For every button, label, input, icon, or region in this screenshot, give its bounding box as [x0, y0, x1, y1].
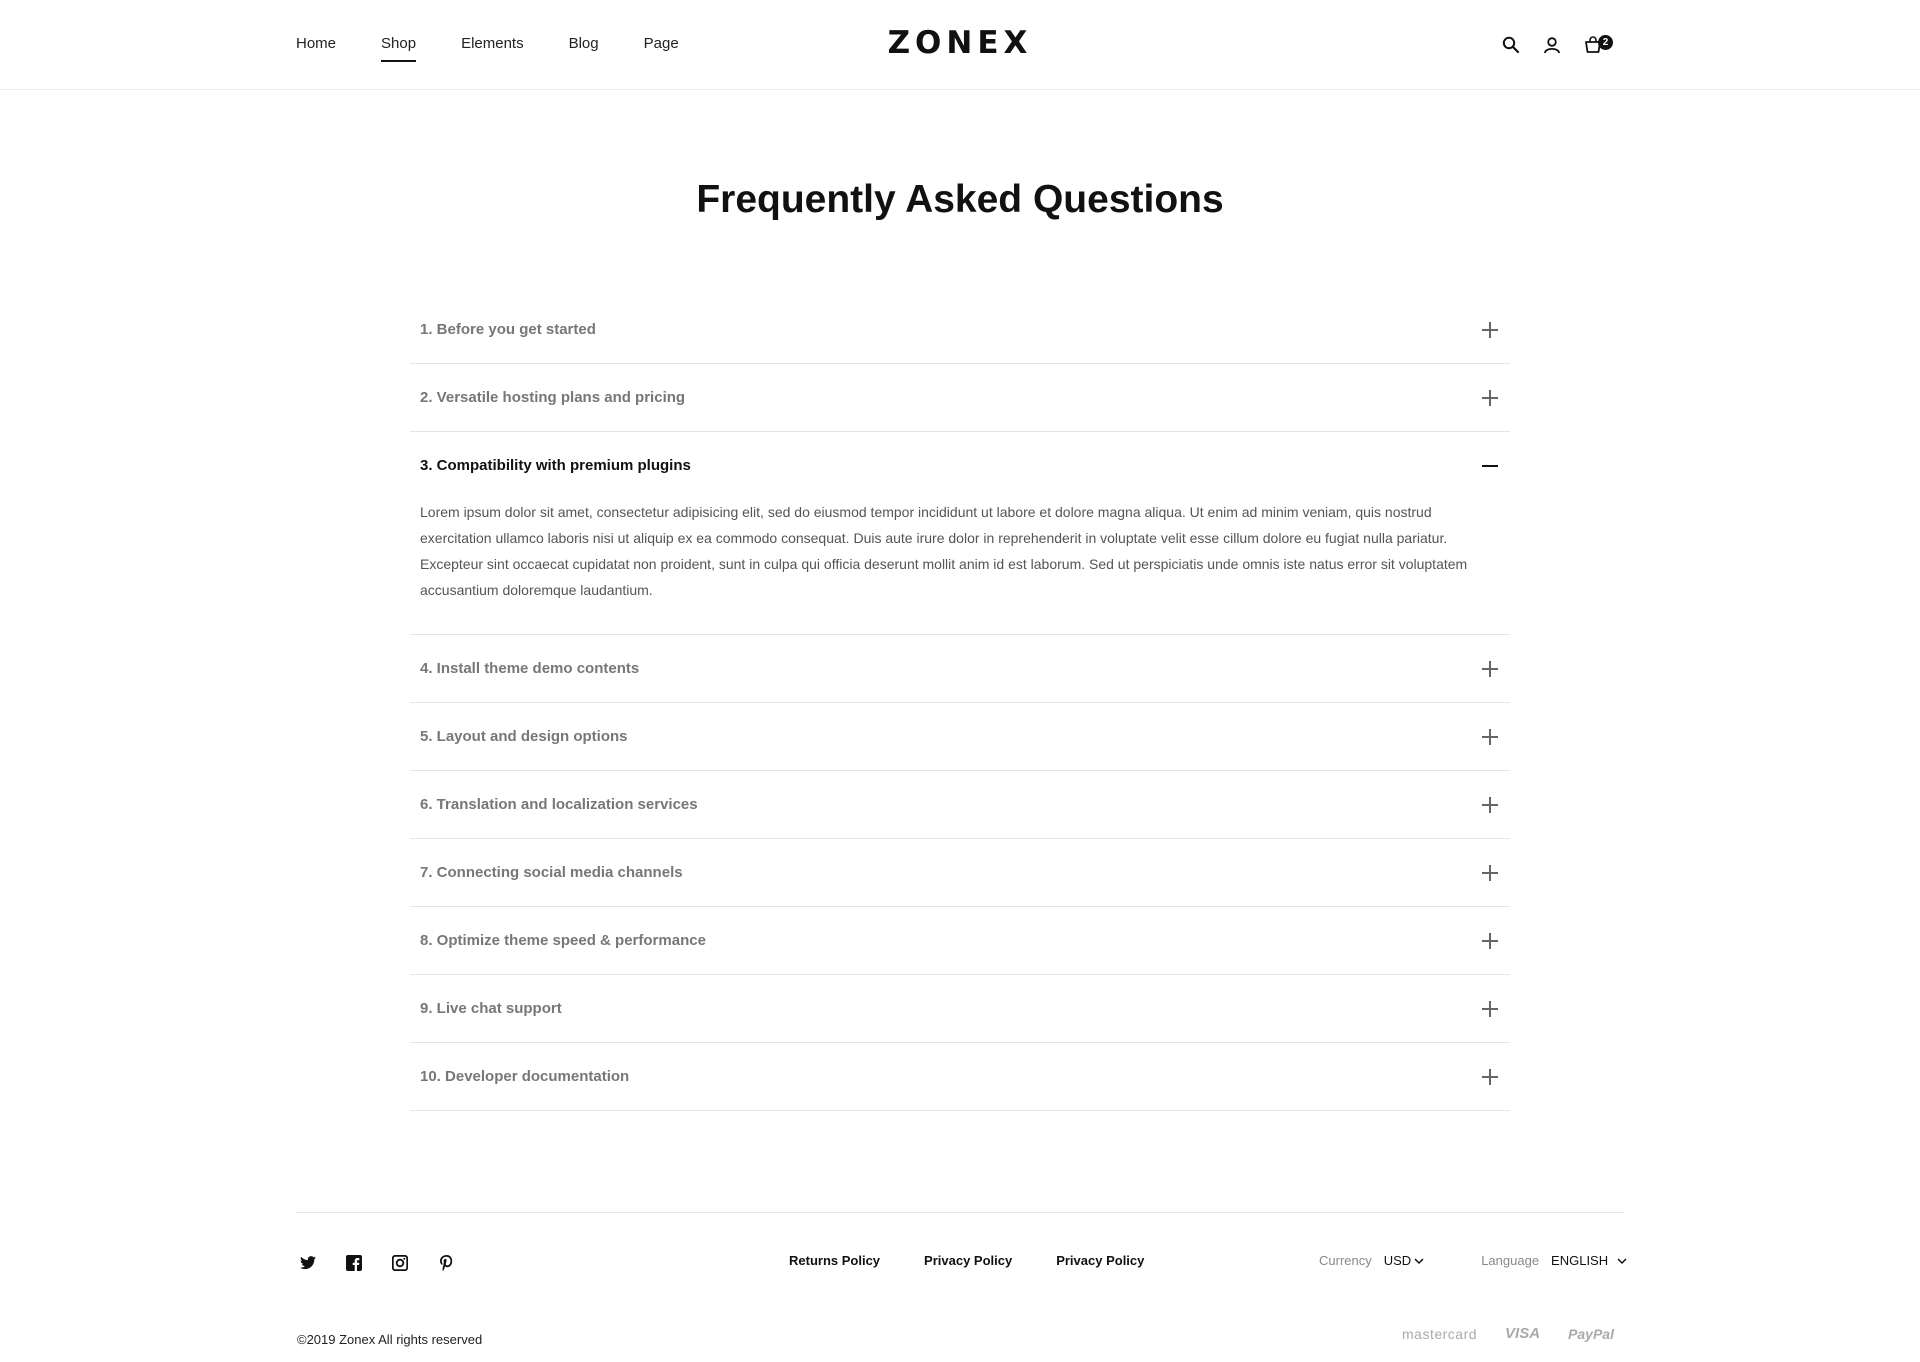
faq-question: 5. Layout and design options — [420, 728, 628, 745]
page-title: Frequently Asked Questions — [696, 178, 1224, 221]
payment-methods — [1402, 1325, 1614, 1342]
faq-item — [410, 703, 1510, 771]
faq-item — [410, 839, 1510, 907]
faq-question: 3. Compatibility with premium plugins — [420, 457, 691, 474]
plus-icon[interactable] — [1482, 1069, 1498, 1085]
nav-shop[interactable]: Shop — [381, 35, 417, 52]
plus-icon[interactable] — [1482, 729, 1498, 745]
twitter-icon[interactable] — [298, 1253, 318, 1273]
currency-label: Currency — [1319, 1253, 1372, 1268]
faq-question: 7. Connecting social media channels — [420, 864, 683, 881]
faq-question-row[interactable] — [410, 703, 1510, 770]
nav-page[interactable]: Page — [643, 35, 679, 52]
instagram-icon[interactable] — [390, 1253, 410, 1273]
privacy-policy-link[interactable]: Privacy Policy — [924, 1253, 1013, 1268]
policy-links — [789, 1253, 1188, 1268]
faq-item — [410, 771, 1510, 839]
cart-count-badge: 2 — [1598, 35, 1613, 50]
social-links — [298, 1253, 482, 1273]
faq-question-row[interactable] — [410, 296, 1510, 363]
cart-icon[interactable] — [1582, 34, 1609, 56]
paypal-logo: PayPal — [1568, 1325, 1614, 1342]
faq-item — [410, 364, 1510, 432]
faq-question-row[interactable] — [410, 839, 1510, 906]
footer-divider — [296, 1212, 1624, 1213]
minus-icon[interactable] — [1482, 458, 1498, 474]
mastercard-logo: mastercard — [1402, 1325, 1478, 1342]
returns-policy-link[interactable]: Returns Policy — [789, 1253, 881, 1268]
faq-question-row[interactable] — [410, 635, 1510, 702]
search-icon[interactable] — [1500, 34, 1522, 56]
copyright: ©2019 Zonex All rights reserved — [297, 1332, 483, 1347]
plus-icon[interactable] — [1482, 390, 1498, 406]
visa-logo: VISA — [1505, 1325, 1541, 1342]
faq-question: 1. Before you get started — [420, 321, 596, 338]
faq-question: 6. Translation and localization services — [420, 796, 698, 813]
faq-question: 2. Versatile hosting plans and pricing — [420, 389, 686, 406]
site-logo[interactable]: ZONEX — [887, 25, 1033, 61]
facebook-icon[interactable] — [344, 1253, 364, 1273]
faq-question: 10. Developer documentation — [420, 1068, 630, 1085]
faq-question-row[interactable] — [410, 907, 1510, 974]
site-header — [0, 0, 1920, 90]
language-select[interactable] — [1551, 1253, 1627, 1268]
faq-item — [410, 635, 1510, 703]
language-value: ENGLISH — [1551, 1253, 1609, 1268]
faq-item — [410, 296, 1510, 364]
plus-icon[interactable] — [1482, 933, 1498, 949]
currency-value: USD — [1383, 1253, 1412, 1268]
faq-item — [410, 907, 1510, 975]
header-actions — [1500, 34, 1623, 56]
plus-icon[interactable] — [1482, 865, 1498, 881]
plus-icon[interactable] — [1482, 661, 1498, 677]
faq-answer: Lorem ipsum dolor sit amet, consectetur adipisicing elit, sed do eiusmod tempor incididunt ut labore et dolore magna aliqua. Ut enim ad minim veniam, quis nostrud exercitation ullamco laboris nisi ut aliquip ex ea commodo consequat. Duis aute irure dolor in reprehenderit in voluptate velit esse cillum dolore eu fugiat nulla pariatur. Excepteur sint occaecat cupidatat non proident, sunt in culpa qui officia deserunt mollit anim id est laborum. Sed ut perspiciatis unde omnis iste natus error sit voluptatem accusantium doloremque laudantium. — [420, 504, 1468, 598]
faq-question-row[interactable] — [410, 1043, 1510, 1110]
faq-item — [410, 975, 1510, 1043]
nav-blog[interactable]: Blog — [568, 35, 599, 52]
currency-select[interactable] — [1384, 1253, 1424, 1268]
nav-home[interactable]: Home — [296, 35, 337, 52]
chevron-down-icon — [1617, 1256, 1627, 1266]
pinterest-icon[interactable] — [436, 1253, 456, 1273]
faq-question-row[interactable] — [410, 975, 1510, 1042]
language-label: Language — [1481, 1253, 1540, 1268]
plus-icon[interactable] — [1482, 322, 1498, 338]
faq-question-row[interactable] — [410, 364, 1510, 431]
faq-accordion — [410, 296, 1510, 1111]
faq-question: 8. Optimize theme speed & performance — [420, 932, 706, 949]
chevron-down-icon — [1414, 1256, 1424, 1266]
faq-question-row[interactable] — [410, 771, 1510, 838]
faq-item — [410, 1043, 1510, 1111]
faq-question: 9. Live chat support — [420, 1000, 562, 1017]
faq-item-open — [410, 432, 1510, 635]
nav-elements[interactable]: Elements — [461, 35, 524, 52]
plus-icon[interactable] — [1482, 797, 1498, 813]
faq-question: 4. Install theme demo contents — [420, 660, 640, 677]
plus-icon[interactable] — [1482, 1001, 1498, 1017]
privacy-policy-link[interactable]: Privacy Policy — [1056, 1253, 1145, 1268]
user-icon[interactable] — [1541, 34, 1563, 56]
footer-preferences — [1319, 1253, 1627, 1268]
faq-question-row[interactable] — [410, 432, 1510, 499]
